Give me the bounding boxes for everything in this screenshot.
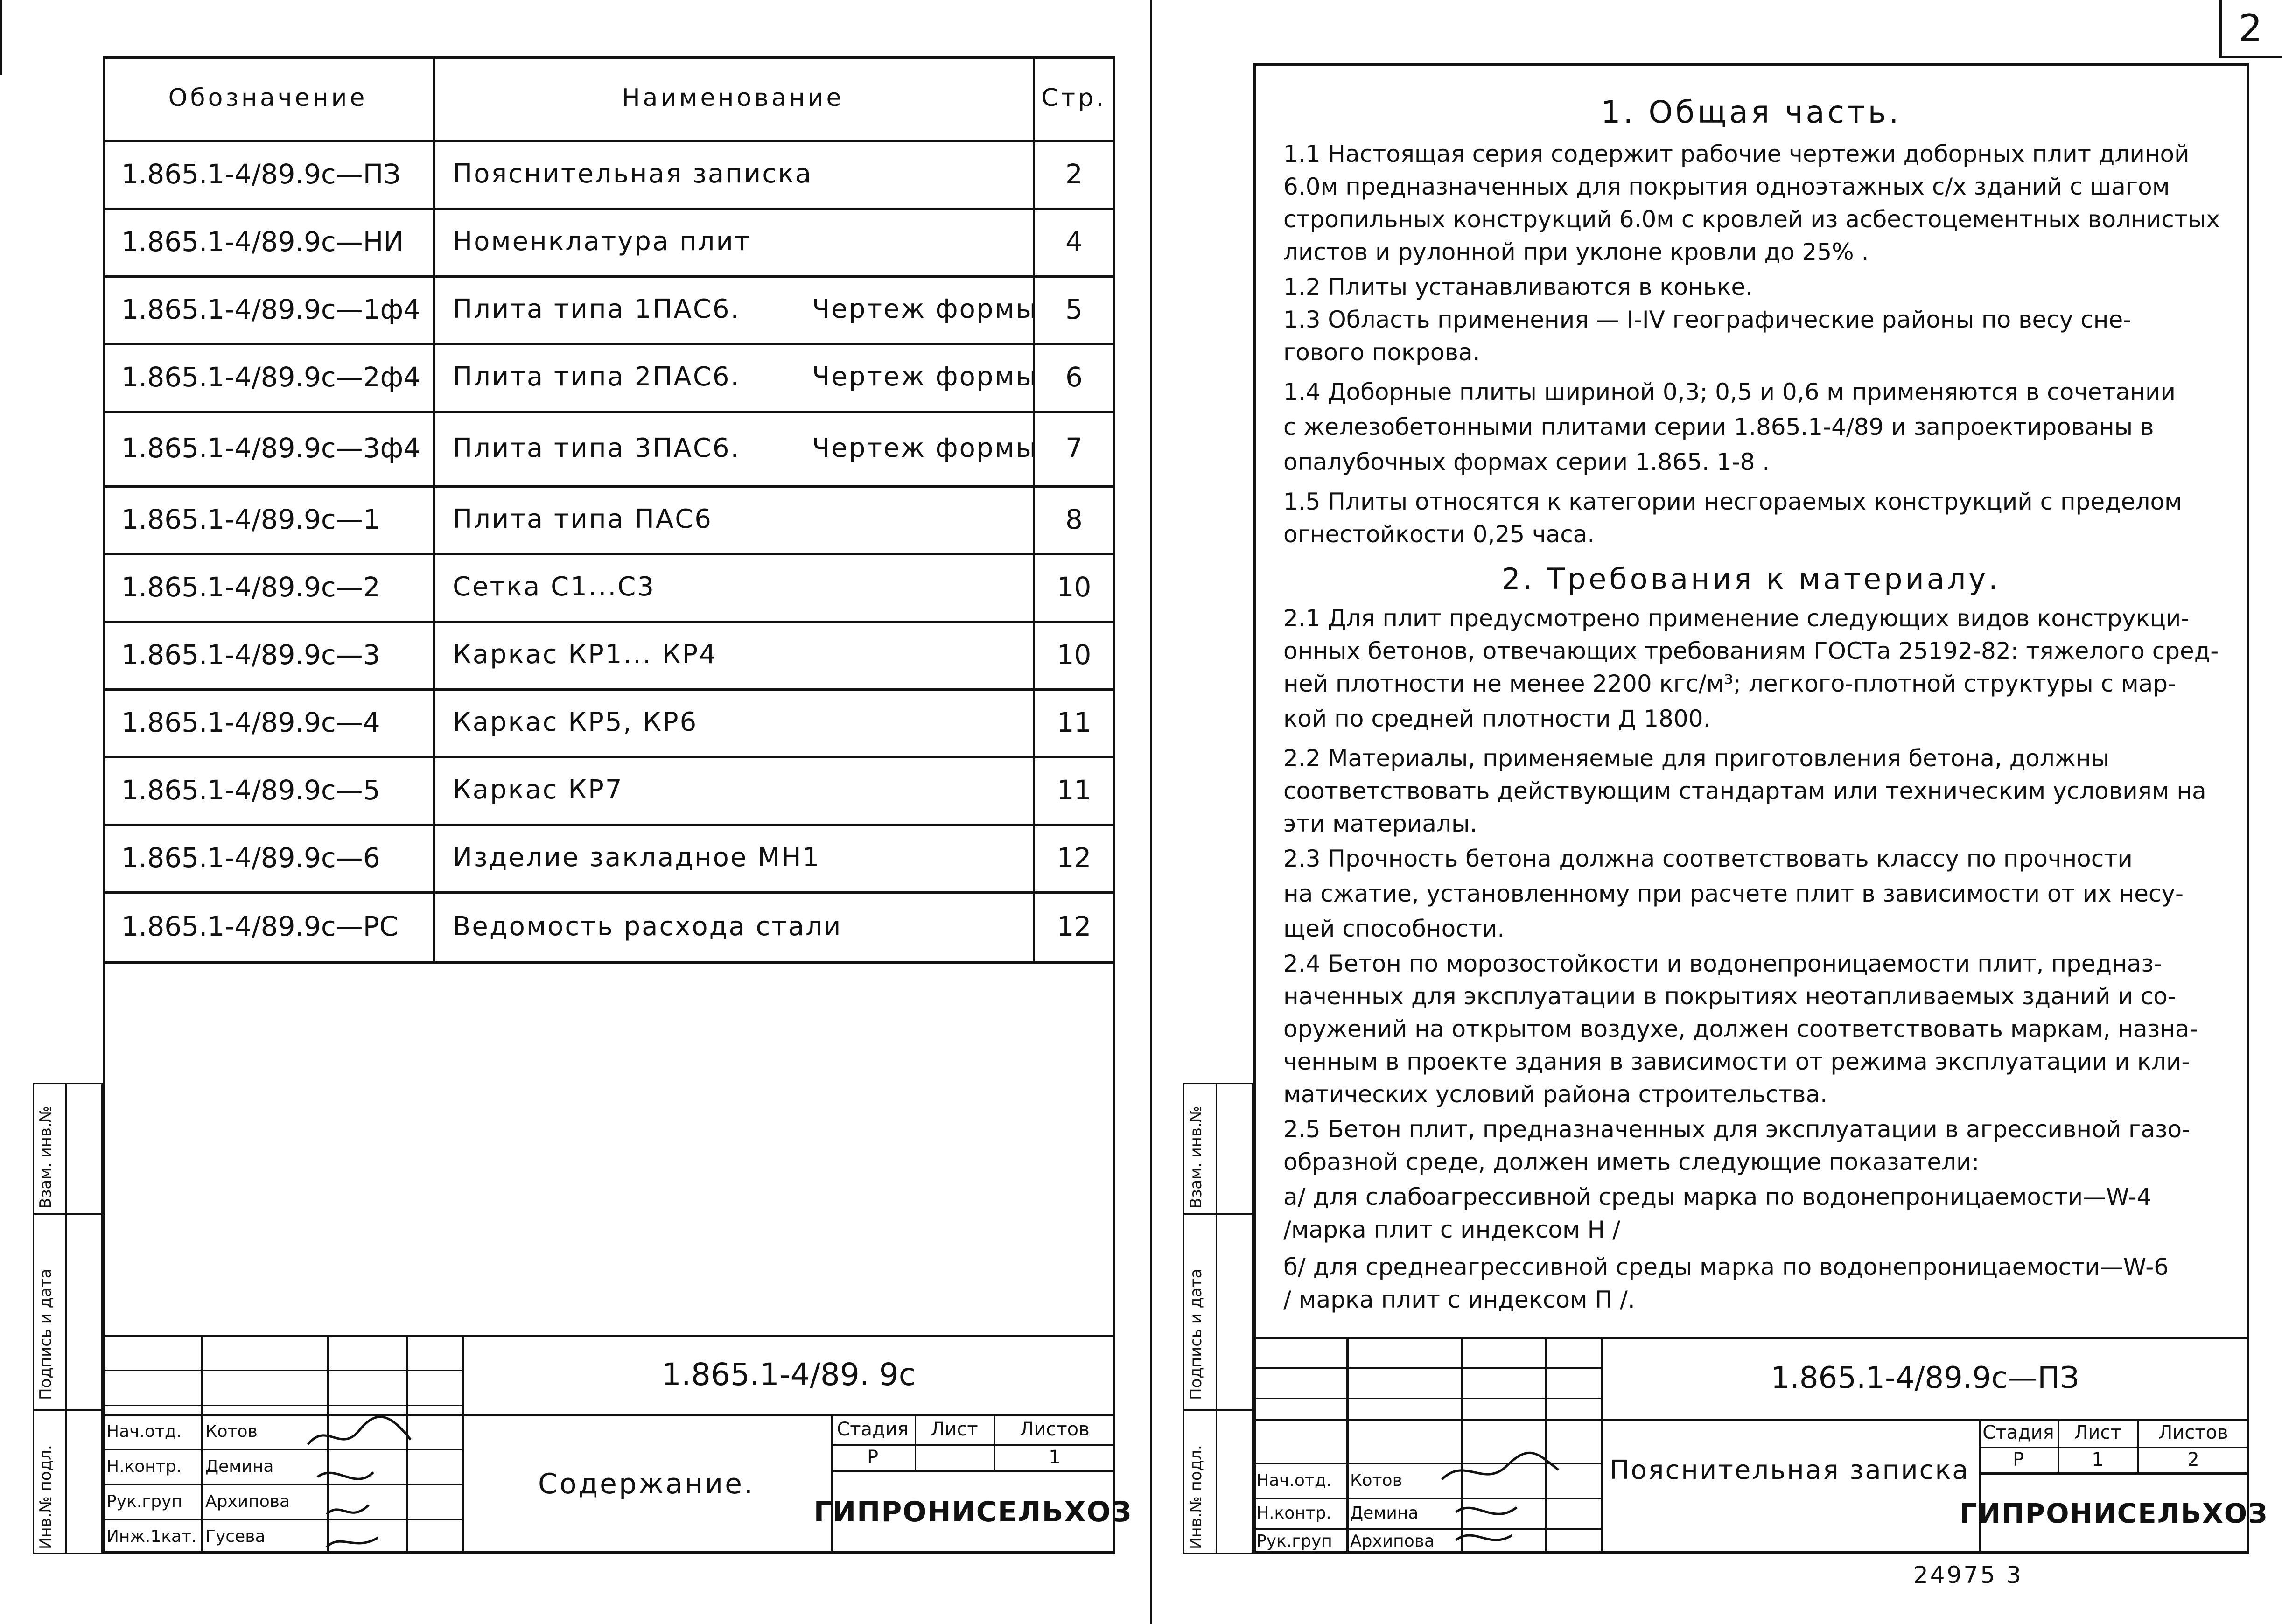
strip-line bbox=[1216, 1083, 1217, 1554]
row-name: Каркас КР1... КР4 bbox=[453, 639, 717, 670]
row-page: 10 bbox=[1057, 571, 1092, 603]
row-code: 1.865.1-4/89.9с—5 bbox=[121, 774, 380, 806]
row-page: 4 bbox=[1065, 225, 1083, 258]
row-page: 2 bbox=[1065, 158, 1083, 190]
body-line: 6.0м предназначенных для покрытия одноэтажных с/х зданий с шагом bbox=[1283, 173, 2170, 200]
body-line: с железобетонными плитами серии 1.865.1-4/89 и запроектированы в bbox=[1283, 413, 2154, 441]
row-code: 1.865.1-4/89.9с—6 bbox=[121, 841, 380, 874]
sheets-label: Листов bbox=[1020, 1418, 1090, 1440]
strip-line bbox=[1183, 1213, 1253, 1215]
person-name: Гусева bbox=[205, 1527, 266, 1546]
row-code: 1.865.1-4/89.9с—РС bbox=[121, 910, 399, 942]
stamp-line bbox=[1253, 1367, 1601, 1369]
person-name: Архипова bbox=[1350, 1532, 1435, 1551]
sheet-number: 2 bbox=[2239, 6, 2262, 50]
sheet-value: 1 bbox=[2092, 1449, 2104, 1470]
row-extra: Чертеж формы bbox=[812, 362, 1038, 392]
row-page: 5 bbox=[1065, 293, 1083, 325]
row-code: 1.865.1-4/89.9с—1ф4 bbox=[121, 293, 421, 325]
body-line: листов и рулонной при уклоне кровли до 25% . bbox=[1283, 238, 1869, 266]
row-line bbox=[103, 961, 1115, 964]
person-name: Архипова bbox=[205, 1492, 290, 1511]
row-page: 6 bbox=[1065, 361, 1083, 393]
row-code: 1.865.1-4/89.9с—2ф4 bbox=[121, 361, 421, 393]
row-name: Ведомость расхода стали bbox=[453, 911, 842, 942]
body-line: 1.4 Доборные плиты шириной 0,3; 0,5 и 0,6 м применяются в сочетании bbox=[1283, 378, 2176, 406]
row-name: Плита типа 3ПАС6. bbox=[453, 433, 741, 463]
body-line: на сжатие, установленному при расчете плит в зависимости от их несу- bbox=[1283, 880, 2184, 907]
body-line: соответствовать действующим стандартам или техническим условиям на bbox=[1283, 777, 2206, 805]
stamp-line bbox=[201, 1335, 203, 1554]
row-page: 11 bbox=[1057, 706, 1092, 738]
body-line: 2.5 Бетон плит, предназначенных для эксплуатации в агрессивной газо- bbox=[1283, 1116, 2191, 1143]
stamp-line bbox=[103, 1405, 462, 1406]
body-line: /марка плит с индексом Н / bbox=[1283, 1216, 1620, 1243]
body-line: 1.1 Настоящая серия содержит рабочие чертежи доборных плит длиной bbox=[1283, 140, 2190, 168]
body-line: 2.1 Для плит предусмотрено применение следующих видов конструкци- bbox=[1283, 605, 2190, 632]
side-label-replace: Взам. инв.№ bbox=[36, 1106, 55, 1209]
stamp-line bbox=[103, 1370, 462, 1371]
body-line: ней плотности не менее 2200 кгс/м³; легкого-плотной структуры с мар- bbox=[1283, 670, 2177, 697]
body-line: опалубочных формах серии 1.865. 1-8 . bbox=[1283, 448, 1770, 476]
row-page: 10 bbox=[1057, 638, 1092, 671]
row-name: Пояснительная записка bbox=[453, 159, 813, 189]
sheets-label: Листов bbox=[2158, 1422, 2228, 1443]
sheet-label: Лист bbox=[931, 1418, 978, 1440]
row-page: 8 bbox=[1065, 503, 1083, 535]
header-designation: Обозначение bbox=[168, 84, 368, 112]
row-extra: Чертеж формы bbox=[812, 294, 1038, 324]
row-name: Номенклатура плит bbox=[453, 226, 751, 257]
row-code: 1.865.1-4/89.9с—4 bbox=[121, 706, 380, 738]
body-line: 1.2 Плиты устанавливаются в коньке. bbox=[1283, 273, 1753, 301]
stamp-org: ГИПРОНИСЕЛЬХОЗ bbox=[1960, 1497, 2268, 1529]
sheet-value bbox=[915, 1444, 994, 1470]
person-role: Рук.груп bbox=[1256, 1532, 1332, 1551]
stamp-doc-code: 1.865.1-4/89. 9с bbox=[661, 1356, 916, 1393]
body-line: 2.3 Прочность бетона должна соответствовать классу по прочности bbox=[1283, 845, 2133, 872]
person-role: Нач.отд. bbox=[106, 1422, 182, 1441]
sheets-value: 1 bbox=[1049, 1446, 1061, 1468]
stamp-line bbox=[1346, 1337, 1349, 1554]
side-label-sign: Подпись и дата bbox=[36, 1268, 55, 1400]
body-line: матических условий района строительства. bbox=[1283, 1081, 1827, 1108]
row-name: Плита типа 2ПАС6. bbox=[453, 362, 741, 392]
section1-title: 1. Общая часть. bbox=[1601, 94, 1902, 130]
header-page: Стр. bbox=[1041, 84, 1107, 112]
stage-value: Р bbox=[2012, 1449, 2024, 1470]
body-line: огнестойкости 0,25 часа. bbox=[1283, 521, 1595, 548]
signature-image bbox=[1437, 1447, 1563, 1554]
strip-line bbox=[33, 1409, 103, 1411]
sheet-label: Лист bbox=[2074, 1422, 2121, 1443]
row-name: Каркас КР5, КР6 bbox=[453, 707, 698, 737]
side-label-inv: Инв.№ подл. bbox=[1187, 1445, 1205, 1549]
row-name: Плита типа 1ПАС6. bbox=[453, 294, 741, 324]
body-line: 1.5 Плиты относятся к категории несгораемых конструкций с пределом bbox=[1283, 488, 2182, 515]
row-name: Плита типа ПАС6 bbox=[453, 504, 713, 534]
row-code: 1.865.1-4/89.9с—1 bbox=[121, 503, 380, 535]
stamp-line bbox=[1253, 1398, 1601, 1399]
signature-image bbox=[299, 1412, 420, 1556]
edge-mark bbox=[0, 0, 2, 75]
stage-label: Стадия bbox=[1982, 1422, 2054, 1443]
row-name: Каркас КР7 bbox=[453, 775, 623, 805]
body-line: оружений на открытом воздухе, должен соответствовать маркам, назна- bbox=[1283, 1015, 2198, 1043]
row-page: 12 bbox=[1057, 841, 1092, 874]
row-code: 1.865.1-4/89.9с—3 bbox=[121, 638, 380, 671]
body-line: образной среде, должен иметь следующие показатели: bbox=[1283, 1148, 1980, 1176]
body-line: щей способности. bbox=[1283, 915, 1505, 942]
strip-line bbox=[65, 1083, 67, 1554]
body-line: б/ для среднеагрессивной среды марка по водонепроницаемости—W-6 bbox=[1283, 1253, 2169, 1281]
stage-value: Р bbox=[867, 1446, 879, 1468]
row-extra: Чертеж формы bbox=[812, 433, 1038, 463]
body-line: кой по средней плотности Д 1800. bbox=[1283, 705, 1711, 732]
sheets-value: 2 bbox=[2187, 1449, 2199, 1470]
row-name: Сетка С1...С3 bbox=[453, 572, 655, 602]
side-label-inv: Инв.№ подл. bbox=[36, 1445, 55, 1549]
body-line: эти материалы. bbox=[1283, 810, 1477, 837]
body-line: 2.2 Материалы, применяемые для приготовления бетона, должны bbox=[1283, 745, 2110, 772]
stamp-title: Пояснительная записка bbox=[1610, 1455, 1970, 1485]
body-line: / марка плит с индексом П /. bbox=[1283, 1286, 1635, 1313]
body-line: наченных для эксплуатации в покрытиях неотапливаемых зданий и со- bbox=[1283, 983, 2176, 1010]
row-page: 11 bbox=[1057, 774, 1092, 806]
strip-line bbox=[33, 1213, 103, 1215]
side-label-replace: Взам. инв.№ bbox=[1187, 1106, 1205, 1209]
side-label-sign: Подпись и дата bbox=[1187, 1268, 1205, 1400]
row-code: 1.865.1-4/89.9с—НИ bbox=[121, 225, 404, 258]
stage-label: Стадия bbox=[837, 1418, 909, 1440]
person-role: Н.контр. bbox=[1256, 1504, 1332, 1523]
strip-line bbox=[1183, 1409, 1253, 1411]
person-role: Нач.отд. bbox=[1256, 1471, 1332, 1490]
page-divider bbox=[1150, 0, 1152, 1624]
section2-title: 2. Требования к материалу. bbox=[1502, 561, 2001, 596]
person-name: Демина bbox=[205, 1457, 274, 1476]
body-line: ченным в проекте здания в зависимости от режима эксплуатации и кли- bbox=[1283, 1048, 2190, 1075]
body-line: стропильных конструкций 6.0м с кровлей из асбестоцементных волнистых bbox=[1283, 206, 2220, 233]
stamp-doc-code: 1.865.1-4/89.9с—ПЗ bbox=[1771, 1360, 2079, 1395]
person-role: Рук.груп bbox=[106, 1492, 182, 1511]
row-code: 1.865.1-4/89.9с—ПЗ bbox=[121, 158, 401, 190]
body-line: онных бетонов, отвечающих требованиям ГОСТа 25192-82: тяжелого сред- bbox=[1283, 637, 2219, 665]
person-name: Демина bbox=[1350, 1504, 1419, 1523]
row-page: 7 bbox=[1065, 432, 1083, 464]
person-name: Котов bbox=[205, 1422, 258, 1441]
row-code: 1.865.1-4/89.9с—3ф4 bbox=[121, 432, 421, 464]
header-name: Наименование bbox=[622, 84, 844, 112]
body-line: а/ для слабоагрессивной среды марка по водонепроницаемости—W-4 bbox=[1283, 1183, 2152, 1211]
footer-code: 24975 3 bbox=[1913, 1561, 2023, 1589]
body-line: 1.3 Область применения — I-IV географические районы по весу сне- bbox=[1283, 306, 2132, 333]
stamp-title: Содержание. bbox=[538, 1468, 755, 1500]
row-page: 12 bbox=[1057, 910, 1092, 942]
person-name: Котов bbox=[1350, 1471, 1402, 1490]
body-line: гового покрова. bbox=[1283, 339, 1480, 366]
row-name: Изделие закладное МН1 bbox=[453, 842, 821, 873]
person-role: Инж.1кат. bbox=[106, 1527, 197, 1546]
person-role: Н.контр. bbox=[106, 1457, 182, 1476]
row-code: 1.865.1-4/89.9с—2 bbox=[121, 571, 380, 603]
stamp-org: ГИПРОНИСЕЛЬХОЗ bbox=[813, 1496, 1133, 1528]
body-line: 2.4 Бетон по морозостойкости и водонепроницаемости плит, предназ- bbox=[1283, 950, 2163, 977]
